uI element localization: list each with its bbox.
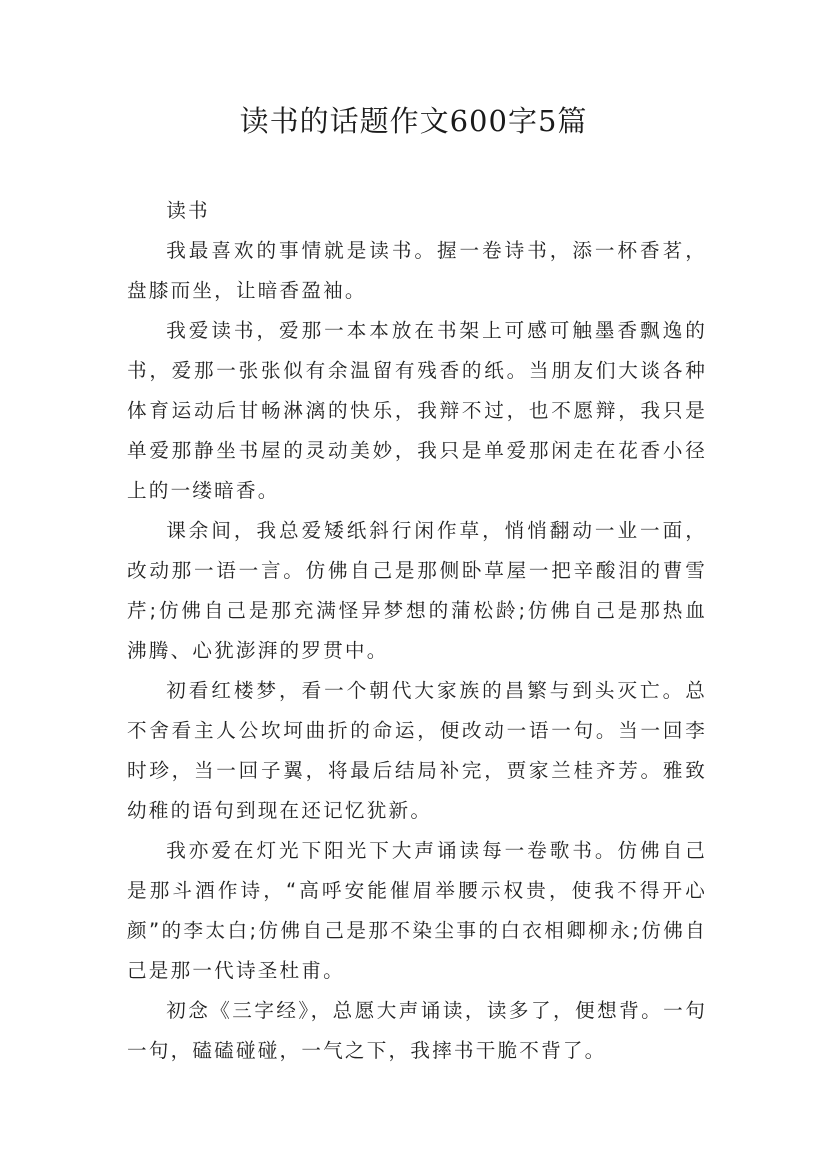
document-title: 读书的话题作文600字5篇 [239, 104, 588, 138]
paragraph: 初看红楼梦，看一个朝代大家族的昌繁与到头灭亡。总不舍看主人公坎坷曲折的命运，便改动一语一句。当一回李时珍，当一回子翼，将最后结局补完，贾家兰桂齐芳。雅致幼稚的语句到现在还记忆犹新。 [127, 679, 707, 822]
paragraph: 我爱读书，爱那一本本放在书架上可感可触墨香飘逸的书，爱那一张张似有余温留有残香的纸。当朋友们大谈各种体育运动后甘畅淋漓的快乐，我辩不过，也不愿辩，我只是单爱那静坐书屋的灵动美妙，我只是单爱那闲走在花香小径上的一缕暗香。 [127, 319, 707, 502]
paragraph: 我最喜欢的事情就是读书。握一卷诗书，添一杯香茗，盘膝而坐，让暗香盈袖。 [127, 239, 707, 302]
section-heading: 读书 [166, 199, 210, 222]
paragraph: 课余间，我总爱矮纸斜行闲作草，悄悄翻动一业一面，改动那一语一言。仿佛自己是那侧卧草屋一把辛酸泪的曹雪芹;仿佛自己是那充满怪异梦想的蒲松龄;仿佛自己是那热血沸腾、心犹澎湃的罗贯中。 [127, 519, 707, 662]
paragraph: 我亦爱在灯光下阳光下大声诵读每一卷歌书。仿佛自己是那斗酒作诗，“高呼安能催眉举腰示权贵，使我不得开心颜”的李太白;仿佛自己是那不染尘事的白衣相卿柳永;仿佛自己是那一代诗圣杜甫。 [127, 839, 707, 982]
document-body [127, 191, 707, 1071]
paragraph: 初念《三字经》，总愿大声诵读，读多了，便想背。一句一句，磕磕碰碰，一气之下，我摔书干脆不背了。 [127, 999, 707, 1062]
